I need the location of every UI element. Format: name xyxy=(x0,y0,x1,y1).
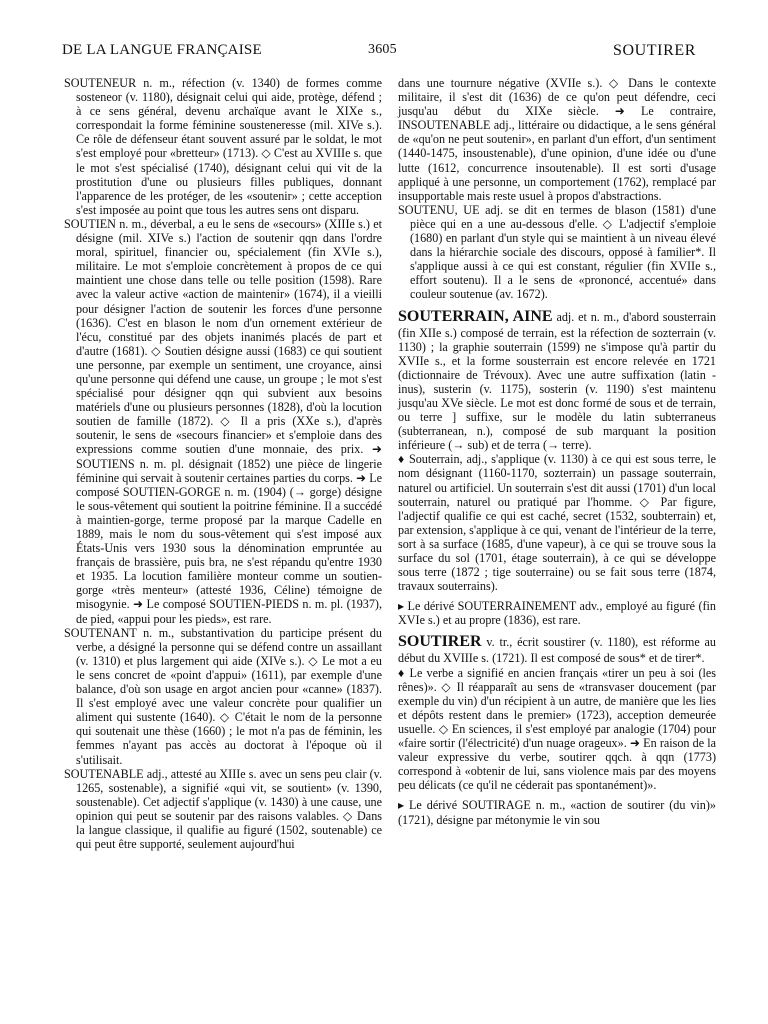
soutirer-paragraph-2: ♦ Le verbe a signifié en ancien français «tirer un peu à soi (les rênes)». ◇ Il réapparaît au sens de «transvaser doucement (par exemple du vin) d'un récipient à un autre, de manière que les lies et dépôts restent dans le premier» (1723), acception demeurée usuelle. ◇ En sciences, il s'est employé par analogie (1704) pour «faire sortir (l'électricité) d'un nuage orageux». ➜ En raison de la valeur expressive du verbe, soutirer qqch. à qqn (1773) correspond à «obtenir de lui, sans violence mais par des moyens peu délicats (ce qu'il ne céderait pas spontanément)». xyxy=(398,665,716,793)
entry-souteneur: SOUTENEUR n. m., réfection (v. 1340) de formes comme sosteneor (v. 1180), désignait celui qui aide, protège, défend ; à ce sens général, devenu archaïque avant le XIXe s., correspondait la forme féminine sousteneresse (mil. XIVe s.). Ce rôle de défenseur étant souvent assuré par le soldat, le mot s'est employé pour «bretteur» (1713). ◇ C'est au XVIIIe s. que le mot s'est spécialisé (1740), désignant celui qui vit de la prostitution d'une ou plusieurs filles publiques, donnant l'apparence de les protéger, de les «soutenir» ; cette acception s'est imposée au point que tous les autres sens ont disparu. xyxy=(64,76,382,217)
souterrain-paragraph-3: ▸ Le dérivé SOUTERRAINEMENT adv., employé au figuré (fin XVIe s.) et au propre (1836), est rare. xyxy=(398,599,716,628)
entry-soutenant: SOUTENANT n. m., substantivation du participe présent du verbe, a désigné la personne qui se défend contre un assaillant (v. 1310) et plus largement qui aide (XIVe s.). ◇ Le mot a eu le sens concret de «point d'appui» (1611), par exemple d'une balance, d'où son usage en argot ancien pour «canne» (1837). Il s'est employé avec une valeur concrète pour qualifier un aliment qui sustente (1640). ◇ C'était le nom de la personne qui soutenait une thèse (1660) ; le mot n'a pas de féminin, les femmes n'ayant pas accès au doctorat à l'époque où il s'utilisait. xyxy=(64,625,382,767)
souterrain-paragraph-2: ♦ Souterrain, adj., s'applique (v. 1130) à ce qui est sous terre, le nom désignant (1160-1170, sozterrain) un passage souterrain, naturel ou artificiel. Un souterrain s'est dit aussi (1701) d'un local souterrain, naturel ou pratiqué par l'homme. ◇ Par figure, l'adjectif qualifie ce qui est caché, secret (1532, soubterrain) et, par extension, s'applique à ce qui, venant de l'intérieur de la terre, sort à sa surface (1685, d'une vapeur), à ce qui se trouve sous la surface du sol (1701, étage souterrain), à ce qui se développe sous terre (1872 ; tige souterraine) ou se fait sous terre (1874, travaux souterrains). xyxy=(398,452,716,594)
entry-soutien: SOUTIEN n. m., déverbal, a eu le sens de «secours» (XIIIe s.) et désigne (mil. XIVe s.) l'action de soutenir qqn dans l'ordre moral, spirituel, financier ou, spécialement (fin XVIe s.), militaire. Le mot s'emploie concrètement à propos de ce qui maintient une chose dans telle ou telle position (1598). Rare avec la valeur active «action de maintenir» (1674), il a vieilli pour désigner l'action de soutenir les forces d'une personne (1636). C'est en blason le nom d'un ornement extérieur de l'écu, constitué par des objets inanimés placés de part et d'autre (1681). ◇ Soutien désigne aussi (1683) ce qui soutient une personne, par exemple un sentiment, une croyance, ainsi qu'une personne qui défend une cause, un groupe ; le mot s'est spécialisé pour désigner qqn qui subvient aux besoins matériels d'une ou plusieurs personnes (1828), d'où la locution soutien de famille (1872). ◇ Il a pris (XXe s.), d'après soutenir, le sens de «secours financier» et s'emploie dans des expressions comme soutien d'une monnaie, des prix. ➜ SOUTIENS n. m. pl. désignait (1852) une pièce de lingerie féminine qui servait à soutenir certaines parties du corps. ➜ Le composé SOUTIEN-GORGE n. m. (1904) (→ gorge) désigne le sous-vêtement qui soutient la poitrine féminine. Il a succédé à maintien-gorge, terme proposé par la marque Cadelle en 1889, mais le nom du sous-vêtement qui s'est imposé aux États-Unis vers 1930 sous la dénomination empruntée au français de brassière, puis bra, ne s'est répandu qu'entre 1930 et 1935. La locution familière monteur comme un soutien-gorge «très menteur» (attesté 1936, Céline) témoigne de misogynie. ➜ Le composé SOUTIEN-PIEDS n. m. pl. (1937), de pied, «appui pour les pieds», est rare. xyxy=(64,216,382,626)
entry-soutenu: SOUTENU, UE adj. se dit en termes de blason (1581) d'une pièce qui en a une au-dessous d'elle. ◇ L'adjectif s'emploie (1680) en parlant d'un style qui se maintient à un niveau élevé dans la hiérarchie sociale des discours, opposé à familier*. Il s'applique aussi à ce qui est constant, régulier (fin XVIIe s., effort soutenu). Il a le sens de «prononcé, accentué» dans couleur soutenue (av. 1672). xyxy=(398,202,716,302)
entry-soutirer xyxy=(398,633,716,665)
entry-souterrain xyxy=(398,308,716,453)
left-column xyxy=(64,76,382,851)
right-column xyxy=(398,76,716,827)
running-header-left: DE LA LANGUE FRANÇAISE xyxy=(62,42,262,58)
soutirer-definition: v. tr., écrit soustirer (v. 1180), est réforme au début du XVIIIe s. (1721). Il est composé de sous* et de tirer*. xyxy=(398,635,716,666)
headword-souterrain: SOUTERRAIN, AINE xyxy=(398,307,553,325)
page-number: 3605 xyxy=(368,42,397,57)
headword-soutirer: SOUTIRER xyxy=(398,633,482,651)
soutirer-paragraph-3: ▸ Le dérivé SOUTIRAGE n. m., «action de soutirer (du vin)» (1721), désigne par métonymie le vin sou xyxy=(398,798,716,827)
entry-soutenable: SOUTENABLE adj., attesté au XIIIe s. avec un sens peu clair (v. 1265, sostenable), a signifié «qui vit, se soutient» (v. 1390, soustenable). Cet adjectif s'applique (v. 1430) à une cause, une opinion qui peut se soutenir par des raisons valables. ◇ Dans la langue classique, il qualifie au figuré (1502, soutenable) ce qui peut être supporté, seulement aujourd'hui xyxy=(64,766,382,852)
souterrain-definition: adj. et n. m., d'abord sousterrain (fin XIIe s.) composé de terrain, est la réfection de sozterrain (v. 1130) ; la graphie souterrain (1599) ne s'impose qu'à partir du XVIIe s., et la forme sousterrain est encore relevée en 1721 (dictionnaire de Trévoux). Avec une autre suffixation (latin -inus), susterin (v. 1175), sosterin (v. 1190) s'est maintenu jusqu'au XVe siècle. Le mot est donc formé de sous et de terrain, ou terre ] suffixe, sur le modèle du latin subterraneus (subterranean, n.), composé de sub marquant la position inférieure (→ sub) et de terra (→ terre). xyxy=(398,309,716,453)
running-header-right: SOUTIRER xyxy=(612,42,696,59)
entry-soutenable-continued: dans une tournure négative (XVIIe s.). ◇ Dans le contexte militaire, il s'est dit (1636) de ce qu'on peut défendre, ceci jusqu'au début du XIXe siècle. ➜ Le contraire, INSOUTENABLE adj., littéraire ou didactique, a le sens général de «qu'on ne peut soutenir», en parlant d'un effort, d'un sentiment (1440-1475, insoustenable), d'une opinion, d'une idée ou d'une lutte (1612, concurrence insoutenable). Il est sorti d'usage appliqué à une personne, un comportement (1762), remplacé par insupportable mais reste usuel à propos d'abstractions. xyxy=(398,76,716,203)
